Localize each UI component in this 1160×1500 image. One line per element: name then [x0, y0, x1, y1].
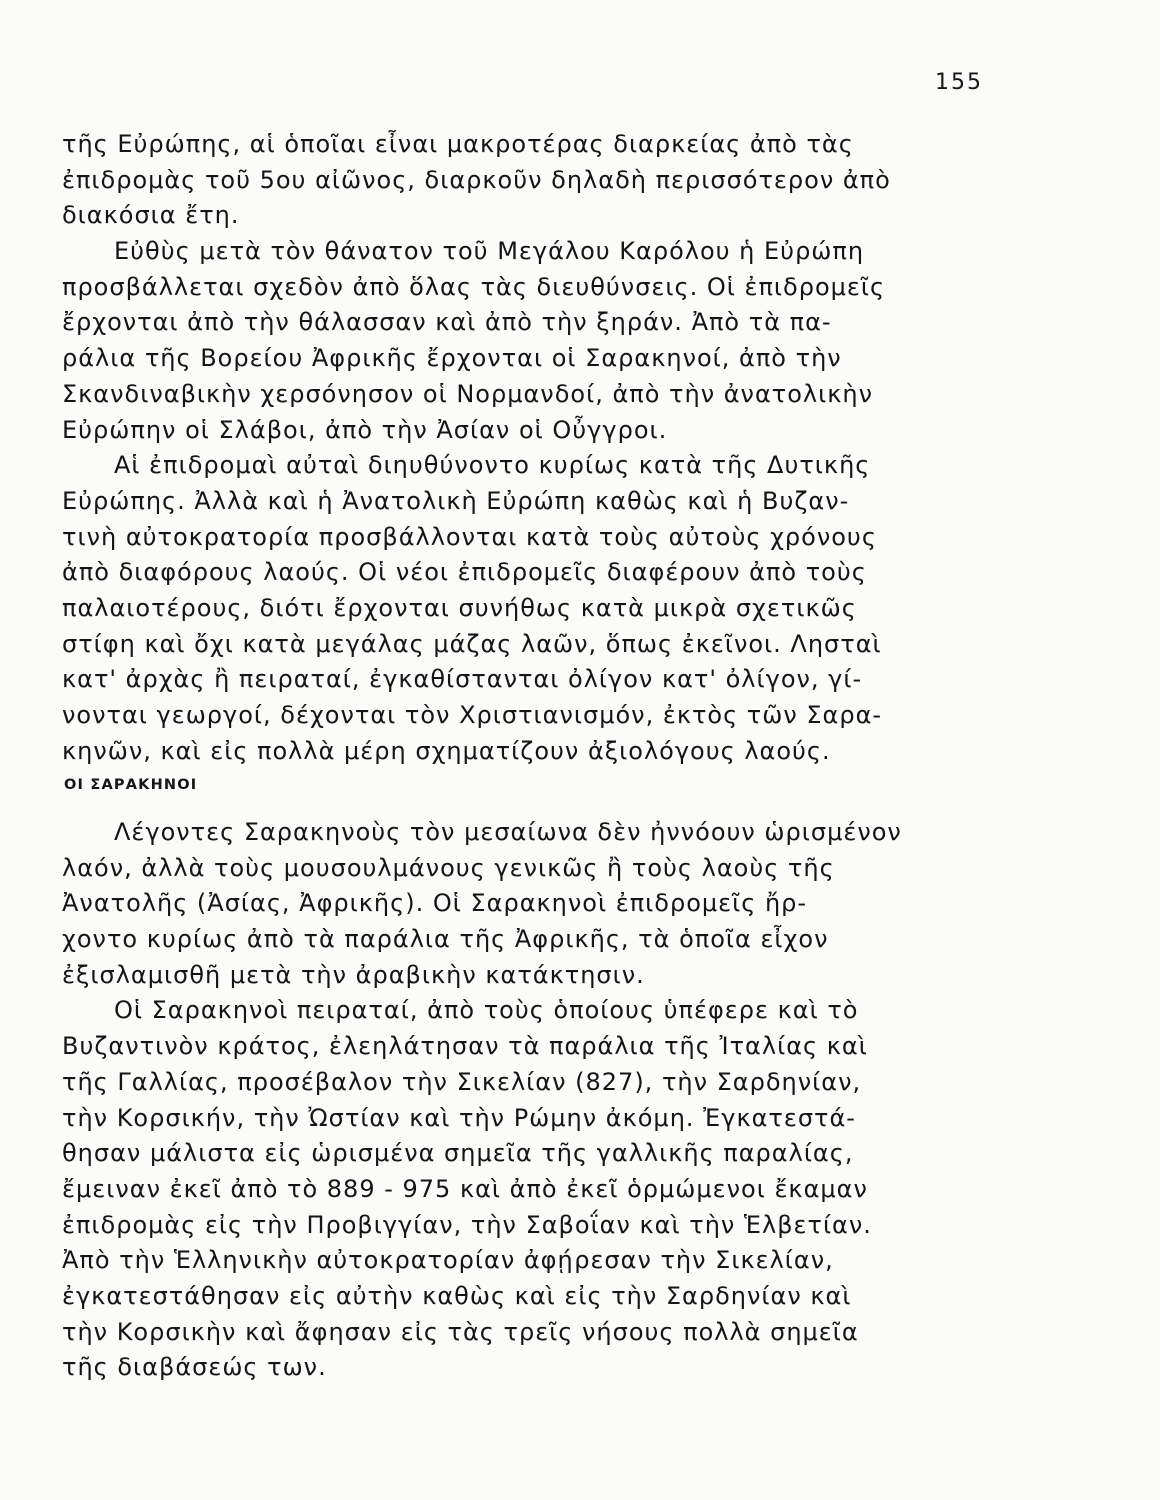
text-line: νονται γεωργοί, δέχονται τὸν Χριστιανισμόν, ἐκτὸς τῶν Σαρα-	[62, 701, 883, 729]
section-heading: ΟΙ ΣΑΡΑΚΗΝΟΙ	[64, 777, 198, 793]
text-line: Σκανδιναβικὴν χερσόνησον οἱ Νορμανδοί, ἀπὸ τὴν ἀνατολικὴν	[62, 379, 873, 408]
text-line: ἔμειναν ἐκεῖ ἀπὸ τὸ 889 - 975 καὶ ἀπὸ ἐκεῖ ὁρμώμενοι ἔκαμαν	[62, 1174, 868, 1203]
text-line: κατ' ἀρχὰς ἢ πειραταί, ἐγκαθίστανται ὀλίγον κατ' ὀλίγον, γί-	[62, 665, 863, 694]
text-line: προσβάλλεται σχεδὸν ἀπὸ ὅλας τὰς διευθύνσεις. Οἱ ἐπιδρομεῖς	[62, 272, 886, 301]
text-line: Εὐρώπην οἱ Σλάβοι, ἀπὸ τὴν Ἀσίαν οἱ Οὖγγροι.	[62, 415, 668, 444]
text-line: τὴν Κορσικήν, τὴν Ὠστίαν καὶ τὴν Ρώμην ἀκόμη. Ἐγκατεστά-	[62, 1103, 856, 1132]
text-line: λαόν, ἀλλὰ τοὺς μουσουλμάνους γενικῶς ἢ τοὺς λαοὺς τῆς	[62, 853, 835, 882]
text-line: Βυζαντινὸν κράτος, ἐλεηλάτησαν τὰ παράλια τῆς Ἰταλίας καὶ	[62, 1032, 868, 1061]
text-line: Οἱ Σαρακηνοὶ πειραταί, ἀπὸ τοὺς ὁποίους ὑπέφερε καὶ τὸ	[114, 996, 859, 1025]
text-line: τινὴ αὐτοκρατορία προσβάλλονται κατὰ τοὺς αὐτοὺς χρόνους	[62, 522, 877, 551]
text-line: κηνῶν, καὶ εἰς πολλὰ μέρη σχηματίζουν ἀξιολόγους λαούς.	[62, 736, 831, 765]
text-line: ἐπιδρομὰς εἰς τὴν Προβιγγίαν, τὴν Σαβοΐαν καὶ τὴν Ἑλβετίαν.	[62, 1210, 872, 1239]
text-line: ράλια τῆς Βορείου Ἀφρικῆς ἔρχονται οἱ Σαρακηνοί, ἀπὸ τὴν	[62, 344, 842, 373]
text-line: παλαιοτέρους, διότι ἔρχονται συνήθως κατὰ μικρὰ σχετικῶς	[62, 593, 857, 622]
text-line: θησαν μάλιστα εἰς ὡρισμένα σημεῖα τῆς γαλλικῆς παραλίας,	[62, 1139, 854, 1168]
text-line: ἐγκατεστάθησαν εἰς αὐτὴν καθὼς καὶ εἰς τὴν Σαρδηνίαν καὶ	[62, 1281, 852, 1310]
text-line: χοντο κυρίως ἀπὸ τὰ παράλια τῆς Ἀφρικῆς, τὰ ὁποῖα εἶχον	[62, 925, 829, 954]
text-line: τῆς διαβάσεώς των.	[62, 1353, 327, 1382]
text-line: Εὐρώπης. Ἀλλὰ καὶ ἡ Ἀνατολικὴ Εὐρώπη καθὼς καὶ ἡ Βυζαν-	[62, 486, 850, 515]
text-line: Αἱ ἐπιδρομαὶ αὐταὶ διηυθύνοντο κυρίως κατὰ τῆς Δυτικῆς	[114, 451, 871, 480]
text-line: Εὐθὺς μετὰ τὸν θάνατον τοῦ Μεγάλου Καρόλου ἡ Εὐρώπη	[114, 237, 865, 266]
text-line: ἔρχονται ἀπὸ τὴν θάλασσαν καὶ ἀπὸ τὴν ξηράν. Ἀπὸ τὰ πα-	[62, 308, 832, 337]
text-line: διακόσια ἔτη.	[62, 201, 240, 230]
text-line: τῆς Εὐρώπης, αἱ ὁποῖαι εἶναι μακροτέρας διαρκείας ἀπὸ τὰς	[62, 130, 854, 158]
text-line: Λέγοντες Σαρακηνοὺς τὸν μεσαίωνα δὲν ἠννόουν ὡρισμένον	[114, 818, 902, 846]
text-line: ἐξισλαμισθῆ μετὰ τὴν ἀραβικὴν κατάκτησιν.	[62, 960, 645, 989]
text-line: Ἀπὸ τὴν Ἑλληνικὴν αὐτοκρατορίαν ἀφῄρεσαν τὴν Σικελίαν,	[62, 1246, 834, 1275]
text-block-saracens	[62, 815, 1092, 1386]
text-line: Ἀνατολῆς (Ἀσίας, Ἀφρικῆς). Οἱ Σαρακηνοὶ ἐπιδρομεῖς ἤρ-	[62, 889, 808, 918]
text-line: τὴν Κορσικὴν καὶ ἄφησαν εἰς τὰς τρεῖς νήσους πολλὰ σημεῖα	[62, 1317, 859, 1346]
text-line: ἐπιδρομὰς τοῦ 5ου αἰῶνος, διαρκοῦν δηλαδὴ περισσότερον ἀπὸ	[62, 165, 891, 194]
page-number: 155	[935, 70, 983, 95]
text-line: ἀπὸ διαφόρους λαούς. Οἱ νέοι ἐπιδρομεῖς διαφέρουν ἀπὸ τοὺς	[62, 558, 867, 587]
text-block-intro	[62, 127, 1092, 769]
text-line: τῆς Γαλλίας, προσέβαλον τὴν Σικελίαν (827), τὴν Σαρδηνίαν,	[62, 1067, 862, 1096]
text-line: στίφη καὶ ὄχι κατὰ μεγάλας μάζας λαῶν, ὅπως ἐκεῖνοι. Λησταὶ	[62, 629, 882, 658]
